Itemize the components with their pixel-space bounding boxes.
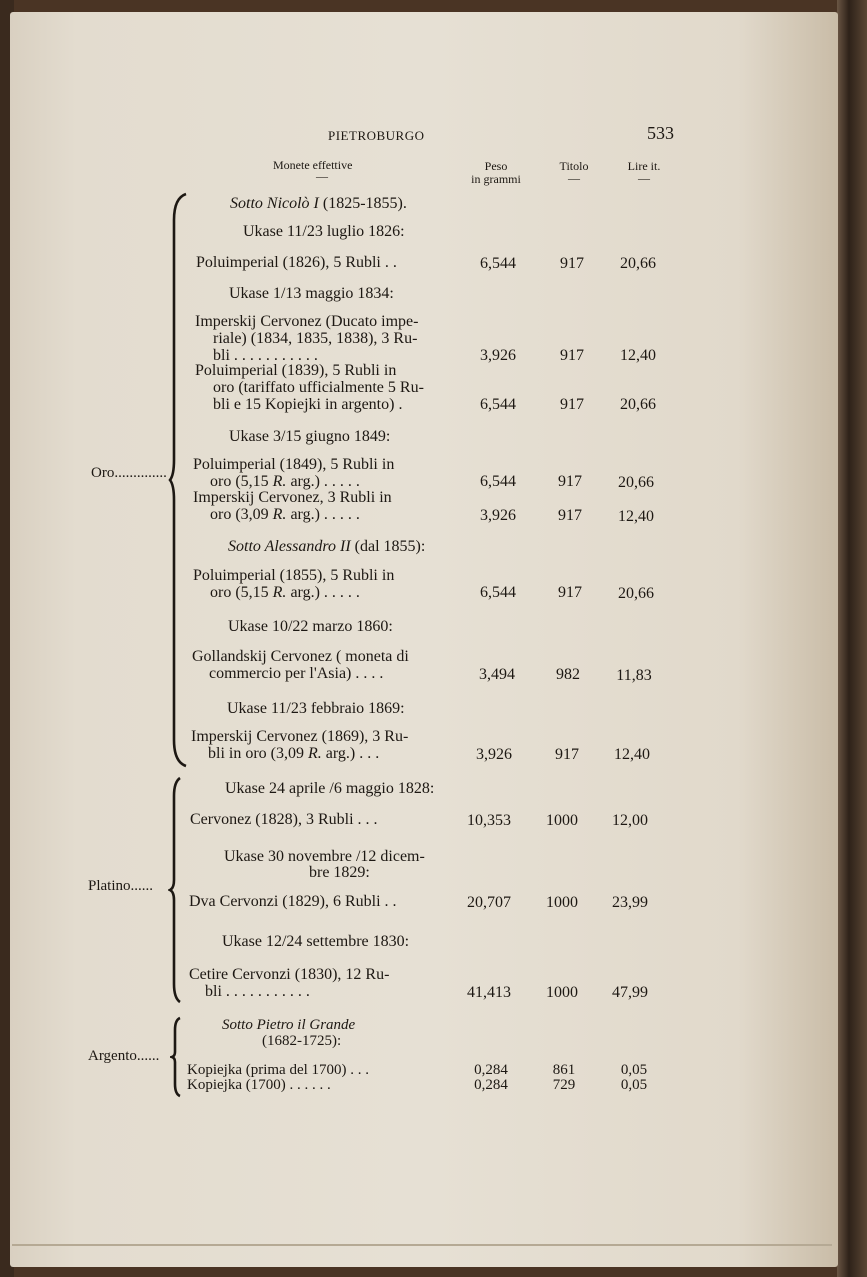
titolo-value: 1000 — [546, 894, 578, 911]
peso-value: 6,544 — [480, 473, 516, 490]
coin-row-text: Imperskij Cervonez (1869), 3 Ru- — [191, 728, 409, 745]
lire-value: 20,66 — [620, 255, 656, 272]
titolo-value: 917 — [558, 473, 582, 490]
group-oro: Oro.............. — [91, 465, 167, 481]
peso-value: 3,926 — [476, 746, 512, 763]
col-header-titolo-dash: — — [568, 171, 580, 185]
col-header-peso-sub: in grammi — [471, 172, 521, 186]
lire-value: 23,99 — [612, 894, 648, 911]
col-header-peso: Peso — [484, 159, 508, 173]
lire-value: 12,40 — [620, 347, 656, 364]
brace-platino — [168, 776, 184, 1004]
section-heading-pietro: Sotto Pietro il Grande — [222, 1017, 356, 1033]
titolo-value: 917 — [560, 396, 584, 413]
page-number: 533 — [647, 123, 674, 143]
lire-value: 20,66 — [620, 396, 656, 413]
brace-argento — [170, 1016, 184, 1098]
coin-row-text: Imperskij Cervonez, 3 Rubli in — [193, 489, 392, 506]
titolo-value: 917 — [558, 584, 582, 601]
coin-row-text: Poluimperial (1826), 5 Rubli . . — [196, 254, 397, 271]
peso-value: 6,544 — [480, 584, 516, 601]
peso-value: 6,544 — [480, 255, 516, 272]
peso-value: 3,926 — [480, 347, 516, 364]
col-header-lire: Lire it. — [627, 159, 661, 173]
book-edge — [837, 0, 867, 1277]
titolo-value: 917 — [558, 507, 582, 524]
col-header-lire-dash: — — [638, 171, 650, 185]
ukase-heading: Ukase 12/24 settembre 1830: — [222, 933, 410, 950]
coin-row-text: Cetire Cervonzi (1830), 12 Ru- — [189, 966, 390, 983]
ukase-heading: Ukase 30 novembre /12 dicem- — [224, 848, 425, 865]
ukase-heading: Ukase 3/15 giugno 1849: — [229, 428, 391, 445]
coin-row-text: Poluimperial (1855), 5 Rubli in — [193, 567, 395, 584]
lire-value: 0,05 — [620, 1077, 648, 1093]
peso-value: 3,926 — [480, 507, 516, 524]
titolo-value: 917 — [560, 347, 584, 364]
peso-value: 20,707 — [467, 894, 511, 911]
book-page — [10, 12, 838, 1267]
lire-value: 12,40 — [618, 508, 654, 525]
ukase-heading: Ukase 1/13 maggio 1834: — [229, 285, 394, 302]
coin-row-text: Poluimperial (1849), 5 Rubli in — [193, 456, 395, 473]
titolo-value: 982 — [556, 666, 580, 683]
group-argento: Argento...... — [88, 1048, 160, 1064]
coin-row-text: Cervonez (1828), 3 Rubli . . . — [190, 811, 378, 828]
ukase-heading: Ukase 24 aprile /6 maggio 1828: — [225, 780, 435, 797]
coin-row-text: Dva Cervonzi (1829), 6 Rubli . . — [189, 893, 397, 910]
section-heading-pietro-dates: (1682-1725): — [262, 1033, 342, 1049]
peso-value: 0,284 — [474, 1077, 508, 1093]
coin-row-text: bli . . . . . . . . . . . — [213, 347, 318, 364]
lire-value: 47,99 — [612, 984, 648, 1001]
section-heading-nicolo: Sotto Nicolò I (1825-1855). — [230, 195, 407, 212]
coin-row-text: Kopiejka (1700) . . . . . . — [187, 1077, 331, 1093]
coin-row-text: riale) (1834, 1835, 1838), 3 Ru- — [213, 330, 418, 347]
ukase-heading: Ukase 11/23 febbraio 1869: — [227, 700, 405, 717]
coin-row-text: Kopiejka (prima del 1700) . . . — [187, 1062, 370, 1078]
titolo-value: 861 — [552, 1062, 576, 1078]
coin-row-text: Gollandskij Cervonez ( moneta di — [192, 648, 409, 665]
lire-value: 12,40 — [614, 746, 650, 763]
peso-value: 6,544 — [480, 396, 516, 413]
group-platino: Platino...... — [88, 878, 154, 894]
lire-value: 12,00 — [612, 812, 648, 829]
coin-row-text: oro (5,15 R. arg.) . . . . . — [210, 473, 360, 490]
section-heading-alessandro: Sotto Alessandro II (dal 1855): — [228, 538, 426, 555]
lire-value: 11,83 — [616, 667, 652, 684]
coin-row-text: bli e 15 Kopiejki in argento) . — [213, 396, 403, 413]
page-bottom-rule — [12, 1244, 832, 1246]
lire-value: 20,66 — [618, 474, 654, 491]
col-header-titolo: Titolo — [559, 159, 589, 173]
titolo-value: 729 — [552, 1077, 576, 1093]
coin-row-text: Poluimperial (1839), 5 Rubli in — [195, 362, 397, 379]
col-header-coins: Monete effettive — [273, 158, 353, 172]
ukase-heading: bre 1829: — [309, 864, 370, 881]
lire-value: 0,05 — [620, 1062, 648, 1078]
peso-value: 3,494 — [479, 666, 515, 683]
col-header-coins-dash: — — [316, 169, 328, 183]
brace-oro — [168, 190, 190, 770]
titolo-value: 1000 — [546, 984, 578, 1001]
peso-value: 10,353 — [467, 812, 511, 829]
coin-row-text: oro (5,15 R. arg.) . . . . . — [210, 584, 360, 601]
coin-row-text: Imperskij Cervonez (Ducato impe- — [195, 313, 419, 330]
lire-value: 20,66 — [618, 585, 654, 602]
running-head: PIETROBURGO — [328, 128, 425, 143]
coin-row-text: oro (tariffato ufficialmente 5 Ru- — [213, 379, 424, 396]
coin-row-text: bli . . . . . . . . . . . — [205, 983, 310, 1000]
peso-value: 0,284 — [474, 1062, 508, 1078]
titolo-value: 917 — [560, 255, 584, 272]
coin-row-text: bli in oro (3,09 R. arg.) . . . — [208, 745, 380, 762]
ukase-heading: Ukase 11/23 luglio 1826: — [243, 223, 405, 240]
ukase-heading: Ukase 10/22 marzo 1860: — [228, 618, 393, 635]
coin-row-text: oro (3,09 R. arg.) . . . . . — [210, 506, 360, 523]
coin-row-text: commercio per l'Asia) . . . . — [209, 665, 384, 682]
titolo-value: 1000 — [546, 812, 578, 829]
peso-value: 41,413 — [467, 984, 511, 1001]
titolo-value: 917 — [555, 746, 579, 763]
